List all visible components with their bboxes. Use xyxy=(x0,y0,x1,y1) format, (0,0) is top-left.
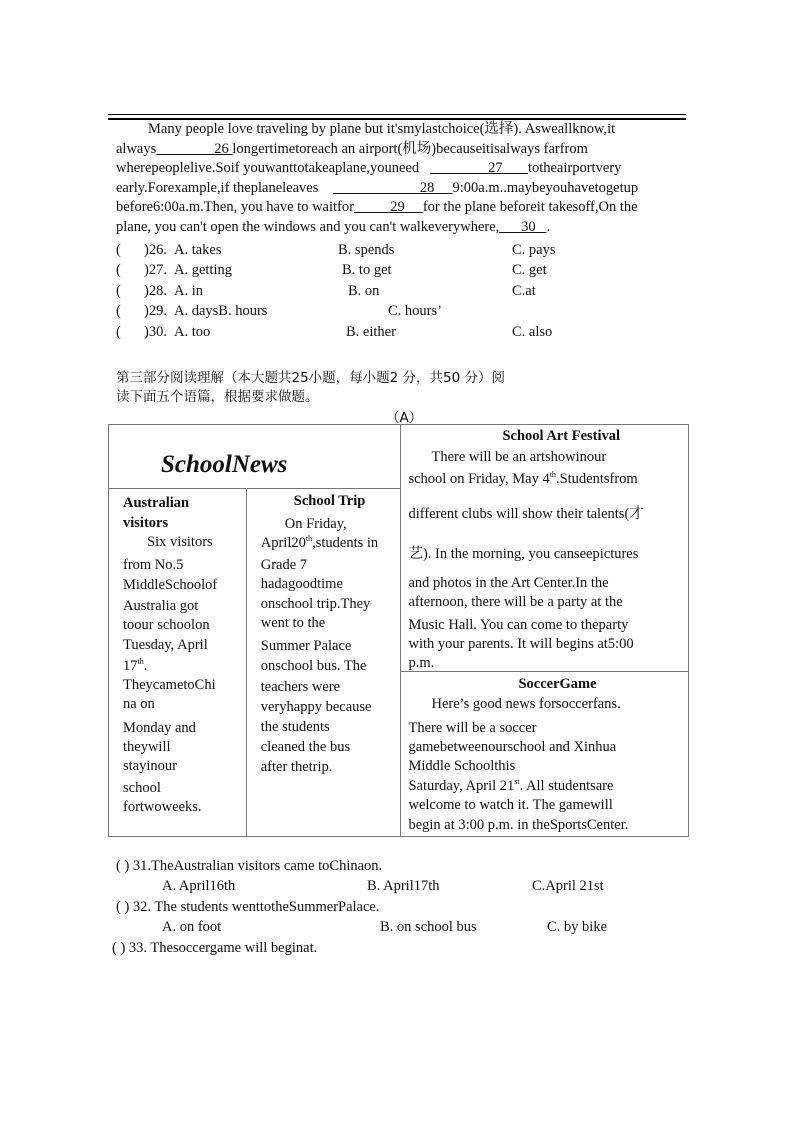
answer-paren[interactable]: ( xyxy=(116,242,121,258)
option-b[interactable]: B. to get xyxy=(342,262,392,278)
question-31-option-c[interactable]: C.April 21st xyxy=(532,878,604,894)
question-number: )26. xyxy=(144,242,167,258)
question-31-option-a[interactable]: A. April16th xyxy=(162,878,236,894)
option-c[interactable]: C.at xyxy=(512,283,536,299)
cloze-line-6: plane, you can't open the windows and you can't walkeverywhere, 30 . xyxy=(116,218,551,235)
cloze-line-1: Many people love traveling by plane but it'smylastchoice(选择). Asweallknow,it xyxy=(148,121,616,137)
cloze-line-2: always 26 longertimetoreach an airport(机场)becauseitisalways farfrom xyxy=(116,140,588,157)
cloze-line-4: early.Forexample,if theplaneleaves 28 9:00a.m..maybeyouhavetogetup xyxy=(116,179,639,196)
question-31-option-b[interactable]: B. April17th xyxy=(367,878,440,894)
australian-visitors-cell: Australian visitors Six visitors from No.5 MiddleSchoolof Australia got toour schoolon Tuesday, April 17th. TheycametoChi na on Monday and theywill stayinour school fortwoweeks. xyxy=(109,489,247,837)
school-trip-cell: School Trip On Friday, April20th,students in Grade 7 hadagoodtime onschool trip.They went to the Summer Palace onschool bus. The teachers were veryhappy because the students cleaned the bus after thetrip. xyxy=(246,489,401,837)
top-rule-thin xyxy=(108,114,686,115)
cloze-line-3: wherepeoplelive.Soif youwanttotakeaplane,youneed 27 totheairportvery xyxy=(116,160,622,177)
answer-paren[interactable]: ( xyxy=(116,324,121,340)
option-c[interactable]: C. pays xyxy=(512,242,556,258)
blank-26[interactable]: 26 xyxy=(214,140,229,157)
soccer-game-heading: SoccerGame xyxy=(518,676,597,692)
section-heading-line-2: 读下面五个语篇，根据要求做题。 xyxy=(116,389,319,405)
option-b[interactable]: B. either xyxy=(346,324,396,340)
soccer-game-cell: SoccerGame Here’s good news forsoccerfans. There will be a soccer gamebetweenourschool and Xinhua Middle Schoolthis Saturday, April 21st. All studentsare welcome to watch it. The gamewill begin at 3:00 p.m. in theSportsCenter. xyxy=(401,672,689,837)
section-heading-line-1: 第三部分阅读理解（本大题共25小题，每小题2 分，共50 分）阅 xyxy=(116,370,506,386)
question-32-option-a[interactable]: A. on foot xyxy=(162,919,222,935)
blank-29[interactable]: 29 xyxy=(390,199,405,216)
question-number: )30. xyxy=(144,324,167,340)
option-a[interactable]: A. in xyxy=(174,283,203,299)
news-title-cell xyxy=(109,425,401,489)
school-trip-heading: School Trip xyxy=(293,493,366,509)
option-b[interactable]: B. on xyxy=(348,283,380,299)
option-a[interactable]: A. too xyxy=(174,324,211,340)
option-a[interactable]: A. getting xyxy=(174,262,232,278)
passage-label: （A） xyxy=(386,410,423,426)
question-32: ( ) 32. The students wenttotheSummerPalace. xyxy=(116,899,380,915)
school-news-table xyxy=(108,424,689,837)
option-a[interactable]: A. takes xyxy=(174,242,222,258)
question-32-option-b[interactable]: B. on school bus xyxy=(380,919,477,935)
answer-paren[interactable]: ( xyxy=(116,303,121,319)
question-31: ( ) 31.TheAustralian visitors came toChinaon. xyxy=(116,858,383,874)
answer-paren[interactable]: ( xyxy=(116,283,121,299)
answer-paren[interactable]: ( xyxy=(116,262,121,278)
cloze-line-5: before6:00a.m.Then, you have to waitfor 29 for the plane beforeit takesoff,On the xyxy=(116,199,638,216)
blank-30[interactable]: 30 xyxy=(521,218,536,235)
blank-27[interactable]: 27 xyxy=(488,160,503,177)
option-c[interactable]: C. also xyxy=(512,324,553,340)
news-title: SchoolNews xyxy=(161,451,288,478)
question-number: )28. xyxy=(144,283,167,299)
option-b[interactable]: B. spends xyxy=(338,242,395,258)
question-number: )29. xyxy=(144,303,167,319)
question-number: )27. xyxy=(144,262,167,278)
question-32-option-c[interactable]: C. by bike xyxy=(547,919,608,935)
cloze-passage xyxy=(116,120,686,238)
option-c[interactable]: C. get xyxy=(512,262,547,278)
option-c[interactable]: C. hours’ xyxy=(388,303,442,319)
australian-visitors-heading: Australian xyxy=(123,495,190,511)
art-festival-cell: School Art Festival There will be an artshowinour school on Friday, May 4th.Studentsfrom different clubs will show their talents(才 艺). In the morning, you canseepictures and photos in the Art Center.In the afternoon, there will be a party at the Music Hall. You can come to theparty with your parents. It will begins at5:00 p.m. xyxy=(401,425,689,672)
blank-28[interactable]: 28 xyxy=(419,179,435,196)
option-a[interactable]: A. daysB. hours xyxy=(174,303,268,319)
question-33: ( ) 33. Thesoccergame will beginat. xyxy=(112,940,318,956)
art-festival-heading: School Art Festival xyxy=(502,428,621,444)
